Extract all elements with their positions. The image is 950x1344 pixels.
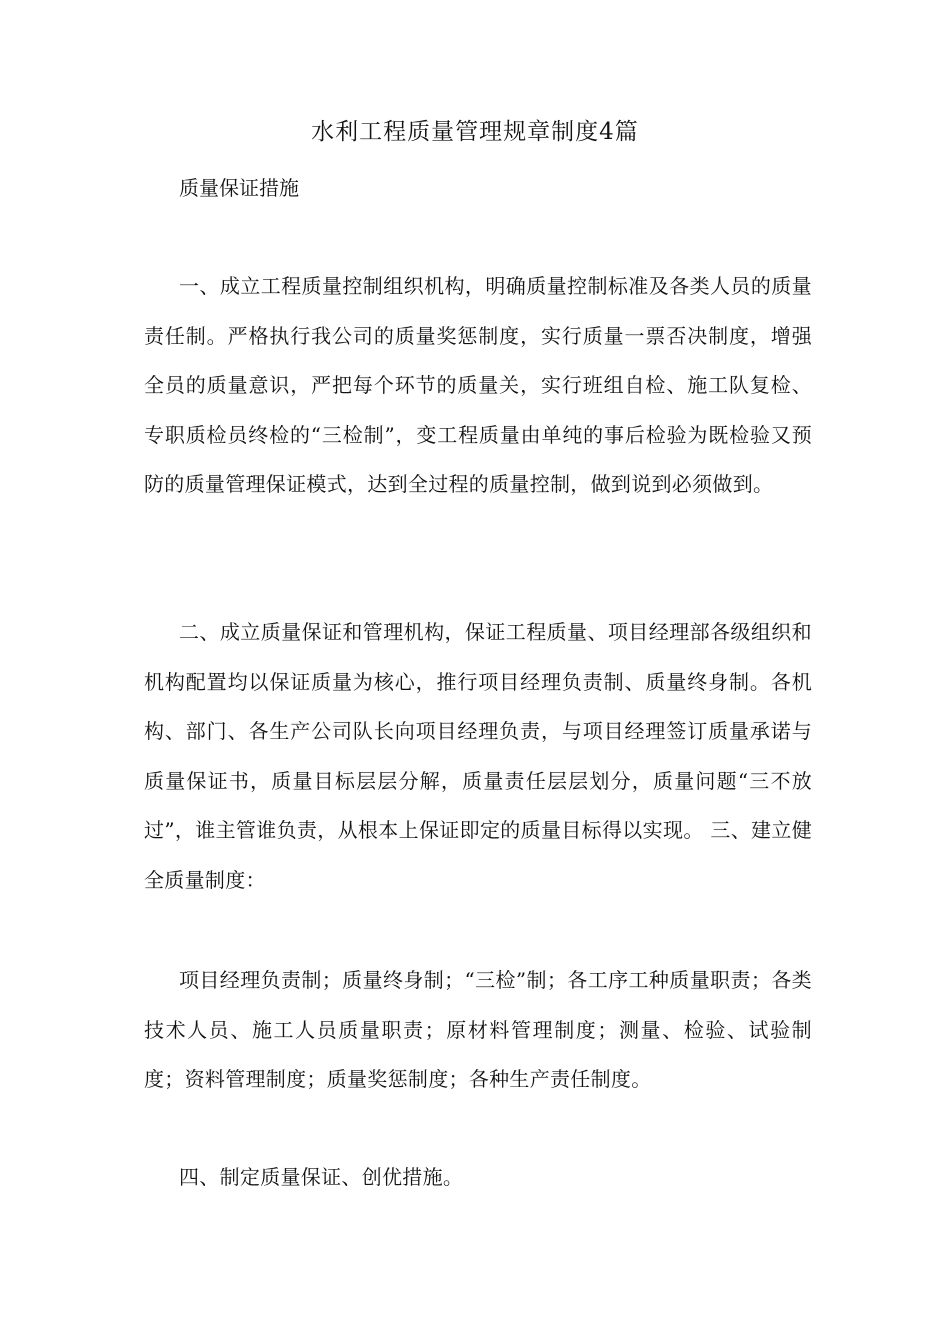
paragraph-1: 一、成立工程质量控制组织机构，明确质量控制标准及各类人员的质量责任制。严格执行我公司的质量奖惩制度，实行质量一票否决制度，增强全员的质量意识，严把每个环节的质量关，实行班组自检、施工队复检、专职质检员终检的“三检制”，变工程质量由单纯的事后检验为既检验又预防的质量管理保证模式，达到全过程的质量控制，做到说到必须做到。 xyxy=(144,274,812,497)
paragraph-4: 四、制定质量保证、创优措施。 xyxy=(179,1165,464,1189)
paragraph-3: 项目经理负责制；质量终身制；“三检”制；各工序工种质量职责；各类技术人员、施工人员质量职责；原材料管理制度；测量、检验、试验制度；资料管理制度；质量奖惩制度；各种生产责任制度。 xyxy=(144,968,812,1092)
document-title: 水利工程质量管理规章制度4篇 xyxy=(311,119,639,145)
paragraph-2: 二、成立质量保证和管理机构，保证工程质量、项目经理部各级组织和机构配置均以保证质量为核心，推行项目经理负责制、质量终身制。各机构、部门、各生产公司队长向项目经理负责，与项目经理签订质量承诺与质量保证书，质量目标层层分解，质量责任层层划分，质量问题“三不放过”，谁主管谁负责，从根本上保证即定的质量目标得以实现。 三、建立健全质量制度： xyxy=(144,620,812,892)
section-heading: 质量保证措施 xyxy=(179,176,299,200)
